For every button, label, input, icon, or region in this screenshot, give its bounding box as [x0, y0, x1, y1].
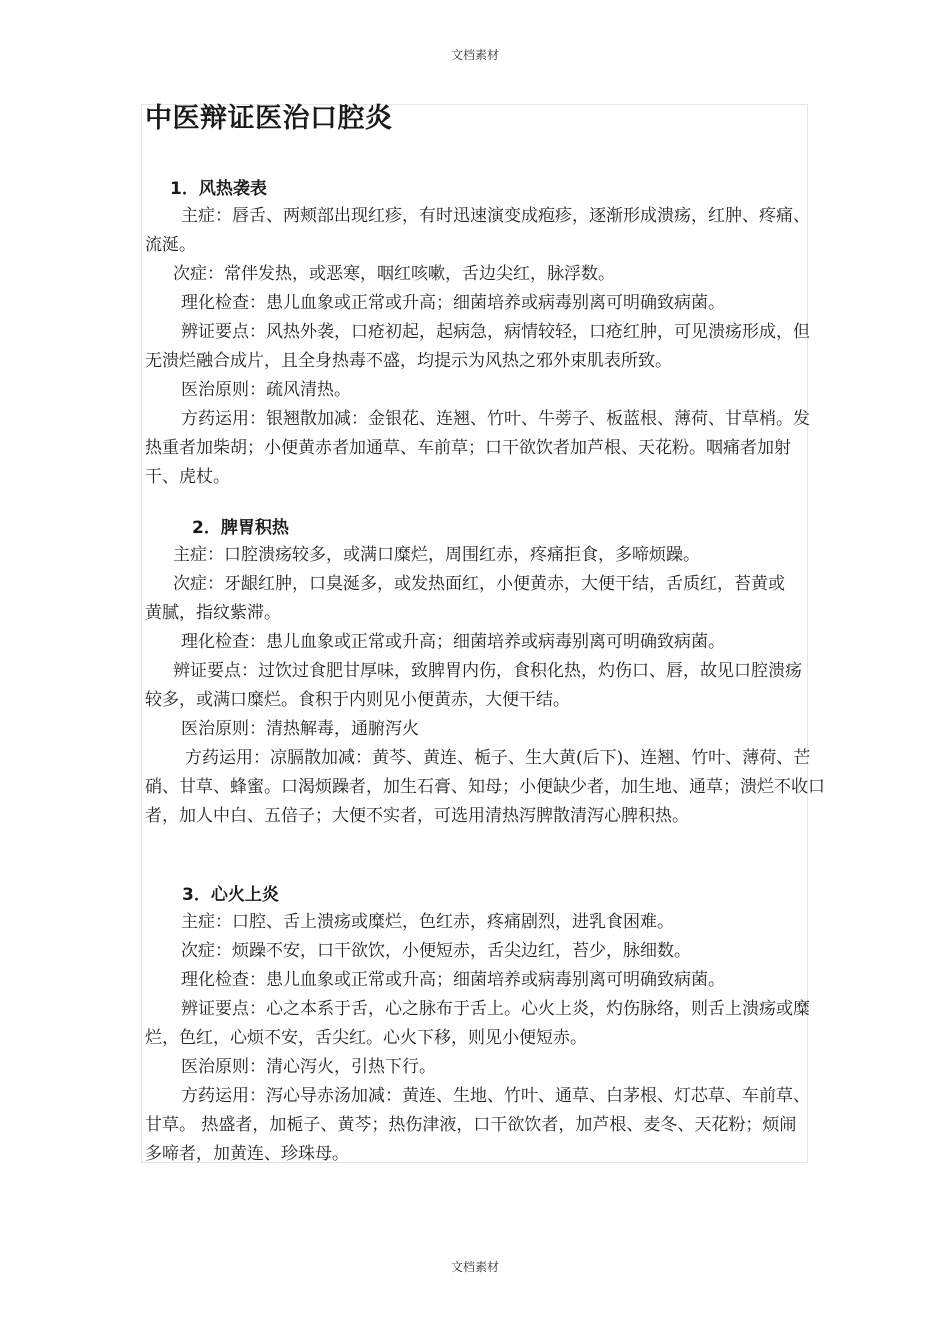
- paragraph: 主症：唇舌、两颊部出现红疹，有时迅速演变成疱疹，逐渐形成溃疡，红肿、疼痛、流涎。: [145, 206, 810, 255]
- page-footer: 文档素材: [450, 1260, 499, 1274]
- paragraph: 医治原则：清热解毒，通腑泻火: [181, 719, 419, 739]
- paragraph: 主症：口腔、舌上溃疡或糜烂，色红赤，疼痛剧烈，进乳食困难。: [181, 912, 674, 932]
- paragraph: 主症：口腔溃疡较多，或满口糜烂，周围红赤，疼痛拒食，多啼烦躁。: [173, 545, 700, 565]
- paragraph: 辨证要点：风热外袭，口疮初起，起病急，病情较轻，口疮红肿，可见溃疡形成，但无溃烂融合成片，且全身热毒不盛，均提示为风热之邪外束肌表所致。: [145, 322, 810, 371]
- section-heading: 1．风热袭表: [170, 179, 267, 199]
- section-heading: 2．脾胃积热: [192, 518, 289, 538]
- page-header: 文档素材: [450, 48, 499, 62]
- paragraph: 方药运用：银翘散加减：金银花、连翘、竹叶、牛蒡子、板蓝根、薄荷、甘草梢。发热重者加柴胡；小便黄赤者加通草、车前草；口干欲饮者加芦根、天花粉。咽痛者加射干、虎杖。: [145, 409, 810, 487]
- paragraph: 辨证要点：心之本系于舌，心之脉布于舌上。心火上炎，灼伤脉络，则舌上溃疡或糜烂，色红，心烦不安，舌尖红。心火下移，则见小便短赤。: [145, 999, 810, 1048]
- paragraph: 次症：常伴发热，或恶寒，咽红咳嗽，舌边尖红，脉浮数。: [173, 264, 615, 284]
- paragraph: 次症：牙龈红肿，口臭涎多，或发热面红，小便黄赤，大便干结，舌质红，苔黄或黄腻，指纹紫滞。: [145, 574, 785, 623]
- paragraph: 次症：烦躁不安，口干欲饮，小便短赤，舌尖边红，苔少，脉细数。: [181, 941, 691, 961]
- paragraph: 方药运用：泻心导赤汤加减：黄连、生地、竹叶、通草、白茅根、灯芯草、车前草、甘草。 热盛者，加栀子、黄芩；热伤津液，口干欲饮者，加芦根、麦冬、天花粉；烦闹多啼者，加黄连、珍珠母。: [145, 1086, 810, 1164]
- paragraph: 医治原则：清心泻火，引热下行。: [181, 1057, 436, 1077]
- section-heading: 3．心火上炎: [182, 885, 279, 905]
- paragraph: 方药运用：凉膈散加减：黄芩、黄连、栀子、生大黄(后下)、连翘、竹叶、薄荷、芒硝、甘草、蜂蜜。口渴烦躁者，加生石膏、知母；小便缺少者，加生地、通草；溃烂不收口者，加人中白、五倍子；大便不实者，可选用清热泻脾散清泻心脾积热。: [145, 748, 825, 826]
- paragraph: 理化检查：患儿血象或正常或升高；细菌培养或病毒别离可明确致病菌。: [181, 632, 725, 652]
- paragraph: 辨证要点：过饮过食肥甘厚味，致脾胃内伤，食积化热，灼伤口、唇，故见口腔溃疡较多，或满口糜烂。食积于内则见小便黄赤，大便干结。: [145, 661, 802, 710]
- paragraph: 理化检查：患儿血象或正常或升高；细菌培养或病毒别离可明确致病菌。: [181, 293, 725, 313]
- paragraph: 医治原则：疏风清热。: [181, 380, 351, 400]
- paragraph: 理化检查：患儿血象或正常或升高；细菌培养或病毒别离可明确致病菌。: [181, 970, 725, 990]
- document-title: 中医辩证医治口腔炎: [145, 103, 393, 134]
